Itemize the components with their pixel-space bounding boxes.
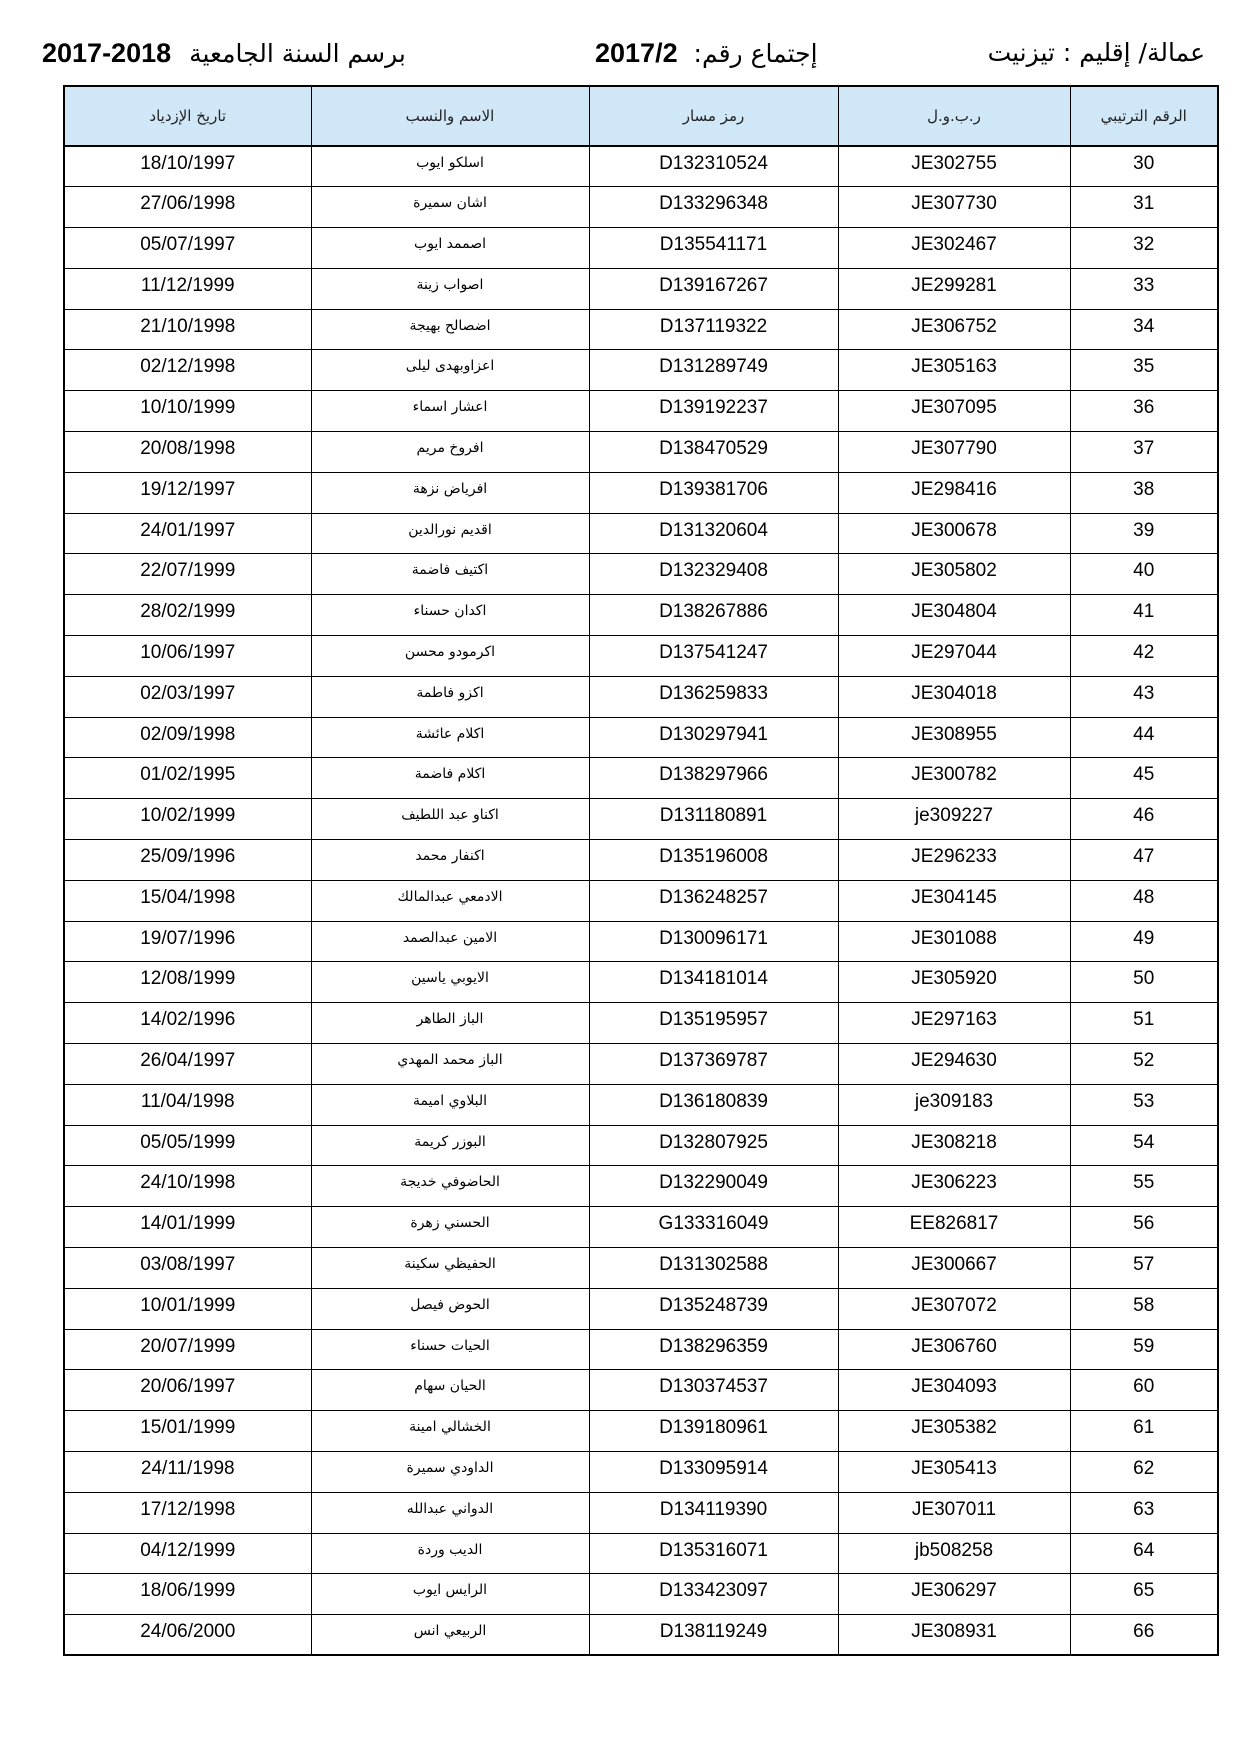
cell-massar-code: D137119322: [589, 309, 838, 350]
cell-birth-date: 22/07/1999: [64, 554, 311, 595]
cell-id-card: JE306752: [838, 309, 1070, 350]
cell-full-name: الرايس ايوب: [311, 1574, 589, 1615]
academic-year-value: 2017-2018: [42, 38, 172, 68]
table-row: [64, 1166, 1218, 1207]
cell-massar-code: D132329408: [589, 554, 838, 595]
table-row: [64, 1574, 1218, 1615]
cell-rank: 37: [1070, 432, 1218, 473]
cell-massar-code: D133095914: [589, 1452, 838, 1493]
cell-full-name: اكزو فاطمة: [311, 676, 589, 717]
cell-id-card: JE306760: [838, 1329, 1070, 1370]
cell-massar-code: D131302588: [589, 1248, 838, 1289]
cell-rank: 49: [1070, 921, 1218, 962]
cell-massar-code: D135195957: [589, 1003, 838, 1044]
meeting-label: إجتماع رقم:: [693, 39, 818, 68]
col-header-rank: الرقم الترتيبي: [1070, 86, 1218, 146]
cell-rank: 30: [1070, 146, 1218, 187]
table-row: [64, 187, 1218, 228]
students-table: [63, 85, 1219, 1656]
cell-birth-date: 02/12/1998: [64, 350, 311, 391]
table-row: [64, 1492, 1218, 1533]
cell-massar-code: D132310524: [589, 146, 838, 187]
table-row: [64, 758, 1218, 799]
cell-rank: 48: [1070, 880, 1218, 921]
cell-massar-code: D130374537: [589, 1370, 838, 1411]
cell-massar-code: D130096171: [589, 921, 838, 962]
cell-birth-date: 02/09/1998: [64, 717, 311, 758]
cell-birth-date: 14/02/1996: [64, 1003, 311, 1044]
cell-id-card: JE298416: [838, 472, 1070, 513]
cell-rank: 66: [1070, 1615, 1218, 1656]
cell-full-name: الحاضوفي خديجة: [311, 1166, 589, 1207]
cell-id-card: JE302467: [838, 228, 1070, 269]
cell-full-name: اضصالح بهيجة: [311, 309, 589, 350]
cell-massar-code: D134119390: [589, 1492, 838, 1533]
table-row: [64, 1248, 1218, 1289]
cell-rank: 33: [1070, 268, 1218, 309]
table-row: [64, 146, 1218, 187]
table-row: [64, 391, 1218, 432]
cell-birth-date: 01/02/1995: [64, 758, 311, 799]
cell-id-card: JE297163: [838, 1003, 1070, 1044]
cell-id-card: JE307011: [838, 1492, 1070, 1533]
cell-massar-code: D136180839: [589, 1084, 838, 1125]
cell-massar-code: D136248257: [589, 880, 838, 921]
cell-birth-date: 12/08/1999: [64, 962, 311, 1003]
cell-rank: 39: [1070, 513, 1218, 554]
table-row: [64, 1288, 1218, 1329]
cell-rank: 32: [1070, 228, 1218, 269]
cell-massar-code: D135248739: [589, 1288, 838, 1329]
cell-rank: 50: [1070, 962, 1218, 1003]
cell-massar-code: D135316071: [589, 1533, 838, 1574]
cell-id-card: JE304804: [838, 595, 1070, 636]
cell-massar-code: D137369787: [589, 1044, 838, 1085]
cell-id-card: JE307730: [838, 187, 1070, 228]
cell-full-name: الايوبي ياسين: [311, 962, 589, 1003]
table-row: [64, 268, 1218, 309]
cell-rank: 47: [1070, 840, 1218, 881]
cell-rank: 55: [1070, 1166, 1218, 1207]
cell-full-name: اعزاوبهدى ليلى: [311, 350, 589, 391]
cell-birth-date: 11/12/1999: [64, 268, 311, 309]
cell-id-card: JE300678: [838, 513, 1070, 554]
cell-birth-date: 15/01/1999: [64, 1411, 311, 1452]
cell-full-name: الحيات حسناء: [311, 1329, 589, 1370]
cell-birth-date: 28/02/1999: [64, 595, 311, 636]
cell-rank: 58: [1070, 1288, 1218, 1329]
cell-massar-code: D138119249: [589, 1615, 838, 1656]
cell-id-card: je309183: [838, 1084, 1070, 1125]
cell-birth-date: 15/04/1998: [64, 880, 311, 921]
cell-full-name: افروخ مريم: [311, 432, 589, 473]
cell-rank: 34: [1070, 309, 1218, 350]
cell-id-card: JE304018: [838, 676, 1070, 717]
table-row: [64, 432, 1218, 473]
cell-rank: 41: [1070, 595, 1218, 636]
cell-id-card: jb508258: [838, 1533, 1070, 1574]
cell-id-card: je309227: [838, 799, 1070, 840]
table-row: [64, 676, 1218, 717]
cell-rank: 57: [1070, 1248, 1218, 1289]
cell-id-card: JE308955: [838, 717, 1070, 758]
cell-id-card: JE305163: [838, 350, 1070, 391]
table-row: [64, 921, 1218, 962]
cell-full-name: افرياض نزهة: [311, 472, 589, 513]
cell-massar-code: D138296359: [589, 1329, 838, 1370]
cell-massar-code: D136259833: [589, 676, 838, 717]
cell-full-name: اقديم نورالدين: [311, 513, 589, 554]
table-body: [64, 146, 1218, 1655]
cell-rank: 61: [1070, 1411, 1218, 1452]
cell-full-name: اكدان حسناء: [311, 595, 589, 636]
cell-id-card: JE301088: [838, 921, 1070, 962]
cell-id-card: JE300782: [838, 758, 1070, 799]
table-row: [64, 1003, 1218, 1044]
cell-birth-date: 18/10/1997: [64, 146, 311, 187]
cell-massar-code: D137541247: [589, 636, 838, 677]
table-row: [64, 1452, 1218, 1493]
cell-massar-code: D131320604: [589, 513, 838, 554]
cell-massar-code: D139167267: [589, 268, 838, 309]
cell-id-card: JE302755: [838, 146, 1070, 187]
cell-id-card: JE304093: [838, 1370, 1070, 1411]
cell-massar-code: D139381706: [589, 472, 838, 513]
cell-rank: 65: [1070, 1574, 1218, 1615]
cell-massar-code: D132807925: [589, 1125, 838, 1166]
col-header-massar-code: رمز مسار: [589, 86, 838, 146]
cell-rank: 45: [1070, 758, 1218, 799]
cell-rank: 38: [1070, 472, 1218, 513]
cell-id-card: EE826817: [838, 1207, 1070, 1248]
meeting-info: [595, 38, 818, 69]
cell-rank: 54: [1070, 1125, 1218, 1166]
cell-birth-date: 10/02/1999: [64, 799, 311, 840]
cell-birth-date: 10/01/1999: [64, 1288, 311, 1329]
cell-massar-code: D133296348: [589, 187, 838, 228]
cell-birth-date: 03/08/1997: [64, 1248, 311, 1289]
cell-id-card: JE307095: [838, 391, 1070, 432]
cell-birth-date: 24/10/1998: [64, 1166, 311, 1207]
cell-id-card: JE305382: [838, 1411, 1070, 1452]
table-row: [64, 1533, 1218, 1574]
cell-full-name: اعشار اسماء: [311, 391, 589, 432]
cell-rank: 53: [1070, 1084, 1218, 1125]
cell-birth-date: 25/09/1996: [64, 840, 311, 881]
cell-rank: 60: [1070, 1370, 1218, 1411]
cell-massar-code: D131289749: [589, 350, 838, 391]
cell-birth-date: 24/11/1998: [64, 1452, 311, 1493]
cell-full-name: الديب وردة: [311, 1533, 589, 1574]
cell-full-name: الحوض فيصل: [311, 1288, 589, 1329]
table-row: [64, 228, 1218, 269]
cell-full-name: اكلام عائشة: [311, 717, 589, 758]
cell-rank: 59: [1070, 1329, 1218, 1370]
table-row: [64, 513, 1218, 554]
table-row: [64, 1125, 1218, 1166]
table-row: [64, 880, 1218, 921]
cell-full-name: الدواني عبدالله: [311, 1492, 589, 1533]
cell-birth-date: 24/01/1997: [64, 513, 311, 554]
cell-full-name: الخشالي امينة: [311, 1411, 589, 1452]
academic-year: [42, 38, 406, 69]
cell-rank: 52: [1070, 1044, 1218, 1085]
cell-birth-date: 27/06/1998: [64, 187, 311, 228]
table-row: [64, 1084, 1218, 1125]
cell-full-name: اكلام فاضمة: [311, 758, 589, 799]
cell-birth-date: 20/08/1998: [64, 432, 311, 473]
academic-year-label: برسم السنة الجامعية: [189, 39, 406, 68]
cell-id-card: JE297044: [838, 636, 1070, 677]
cell-id-card: JE306297: [838, 1574, 1070, 1615]
table-row: [64, 1044, 1218, 1085]
table-row: [64, 636, 1218, 677]
cell-massar-code: D139192237: [589, 391, 838, 432]
cell-massar-code: G133316049: [589, 1207, 838, 1248]
cell-id-card: JE294630: [838, 1044, 1070, 1085]
cell-full-name: اسلكو ايوب: [311, 146, 589, 187]
cell-massar-code: D139180961: [589, 1411, 838, 1452]
cell-rank: 31: [1070, 187, 1218, 228]
cell-full-name: اصممد ايوب: [311, 228, 589, 269]
cell-id-card: JE308931: [838, 1615, 1070, 1656]
cell-full-name: اكتيف فاضمة: [311, 554, 589, 595]
region-label: عمالة/ إقليم : تيزنيت: [987, 38, 1205, 67]
table-row: [64, 554, 1218, 595]
cell-massar-code: D138470529: [589, 432, 838, 473]
cell-full-name: الحفيظي سكينة: [311, 1248, 589, 1289]
table-row: [64, 472, 1218, 513]
cell-full-name: البوزر كريمة: [311, 1125, 589, 1166]
cell-id-card: JE296233: [838, 840, 1070, 881]
cell-massar-code: D135541171: [589, 228, 838, 269]
cell-full-name: اكناو عبد اللطيف: [311, 799, 589, 840]
cell-birth-date: 11/04/1998: [64, 1084, 311, 1125]
cell-rank: 35: [1070, 350, 1218, 391]
cell-birth-date: 05/07/1997: [64, 228, 311, 269]
col-header-full-name: الاسم والنسب: [311, 86, 589, 146]
cell-birth-date: 20/06/1997: [64, 1370, 311, 1411]
cell-id-card: JE308218: [838, 1125, 1070, 1166]
cell-id-card: JE305802: [838, 554, 1070, 595]
cell-massar-code: D135196008: [589, 840, 838, 881]
cell-birth-date: 02/03/1997: [64, 676, 311, 717]
col-header-id-card: ر.ب.و.ل: [838, 86, 1070, 146]
cell-full-name: البلاوي اميمة: [311, 1084, 589, 1125]
col-header-birth-date: تاريخ الإزدياد: [64, 86, 311, 146]
table-row: [64, 1207, 1218, 1248]
cell-birth-date: 21/10/1998: [64, 309, 311, 350]
table-row: [64, 840, 1218, 881]
cell-birth-date: 26/04/1997: [64, 1044, 311, 1085]
cell-rank: 62: [1070, 1452, 1218, 1493]
cell-id-card: JE307790: [838, 432, 1070, 473]
table-row: [64, 717, 1218, 758]
cell-rank: 42: [1070, 636, 1218, 677]
cell-full-name: اشان سميرة: [311, 187, 589, 228]
table-row: [64, 962, 1218, 1003]
table-row: [64, 595, 1218, 636]
cell-rank: 46: [1070, 799, 1218, 840]
cell-rank: 40: [1070, 554, 1218, 595]
table-row: [64, 799, 1218, 840]
cell-rank: 63: [1070, 1492, 1218, 1533]
cell-id-card: JE299281: [838, 268, 1070, 309]
cell-id-card: JE305920: [838, 962, 1070, 1003]
cell-full-name: الامين عبدالصمد: [311, 921, 589, 962]
cell-rank: 64: [1070, 1533, 1218, 1574]
cell-id-card: JE307072: [838, 1288, 1070, 1329]
table-row: [64, 1411, 1218, 1452]
cell-full-name: الباز الطاهر: [311, 1003, 589, 1044]
cell-rank: 44: [1070, 717, 1218, 758]
cell-rank: 51: [1070, 1003, 1218, 1044]
table-row: [64, 1329, 1218, 1370]
cell-full-name: اكنفار محمد: [311, 840, 589, 881]
cell-full-name: الباز محمد المهدي: [311, 1044, 589, 1085]
cell-full-name: الداودي سميرة: [311, 1452, 589, 1493]
table-row: [64, 350, 1218, 391]
table-row: [64, 1370, 1218, 1411]
cell-birth-date: 04/12/1999: [64, 1533, 311, 1574]
cell-birth-date: 24/06/2000: [64, 1615, 311, 1656]
cell-birth-date: 10/10/1999: [64, 391, 311, 432]
cell-birth-date: 19/12/1997: [64, 472, 311, 513]
cell-rank: 43: [1070, 676, 1218, 717]
cell-rank: 36: [1070, 391, 1218, 432]
cell-massar-code: D138267886: [589, 595, 838, 636]
cell-id-card: JE305413: [838, 1452, 1070, 1493]
cell-full-name: الحيان سهام: [311, 1370, 589, 1411]
cell-birth-date: 18/06/1999: [64, 1574, 311, 1615]
cell-full-name: الادمعي عبدالمالك: [311, 880, 589, 921]
meeting-number: 2017/2: [595, 38, 678, 68]
cell-massar-code: D131180891: [589, 799, 838, 840]
cell-full-name: الربيعي انس: [311, 1615, 589, 1656]
cell-massar-code: D130297941: [589, 717, 838, 758]
cell-full-name: اكرمودو محسن: [311, 636, 589, 677]
cell-birth-date: 20/07/1999: [64, 1329, 311, 1370]
cell-massar-code: D133423097: [589, 1574, 838, 1615]
cell-massar-code: D134181014: [589, 962, 838, 1003]
cell-massar-code: D138297966: [589, 758, 838, 799]
cell-full-name: اصواب زينة: [311, 268, 589, 309]
table-row: [64, 1615, 1218, 1656]
cell-birth-date: 10/06/1997: [64, 636, 311, 677]
cell-birth-date: 05/05/1999: [64, 1125, 311, 1166]
table-row: [64, 309, 1218, 350]
cell-full-name: الحسني زهرة: [311, 1207, 589, 1248]
cell-id-card: JE300667: [838, 1248, 1070, 1289]
table-header-row: [64, 86, 1218, 146]
cell-birth-date: 14/01/1999: [64, 1207, 311, 1248]
cell-massar-code: D132290049: [589, 1166, 838, 1207]
cell-id-card: JE306223: [838, 1166, 1070, 1207]
cell-birth-date: 17/12/1998: [64, 1492, 311, 1533]
cell-id-card: JE304145: [838, 880, 1070, 921]
cell-birth-date: 19/07/1996: [64, 921, 311, 962]
cell-rank: 56: [1070, 1207, 1218, 1248]
